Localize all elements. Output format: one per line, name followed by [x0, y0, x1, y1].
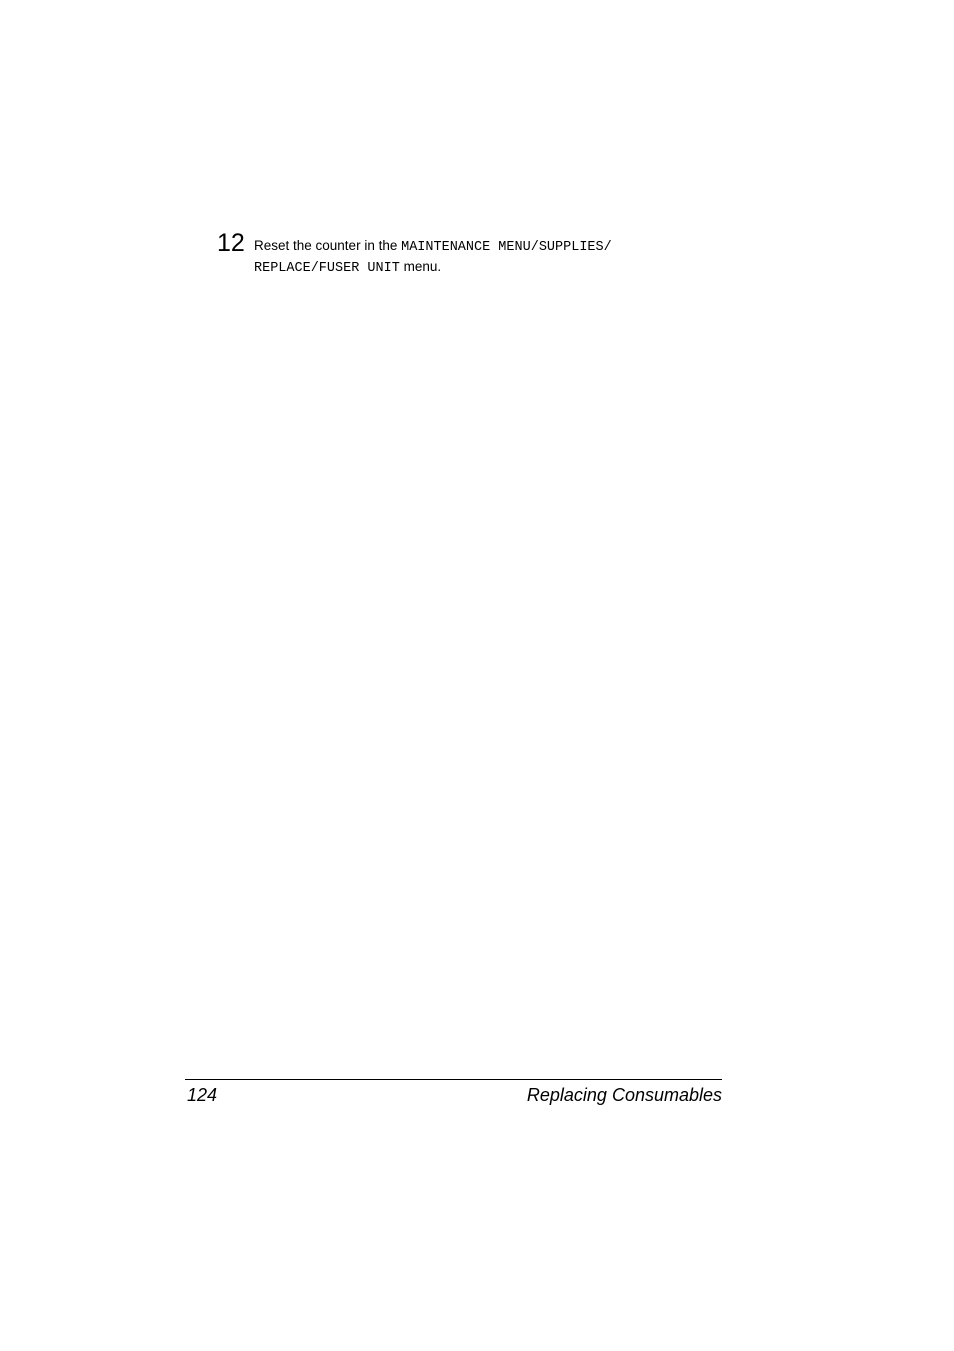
section-title: Replacing Consumables	[526, 1085, 722, 1105]
menu-path-line1: MAINTENANCE MENU/SUPPLIES/	[401, 240, 612, 255]
page-number: 124	[187, 1085, 218, 1105]
step-text-outro: menu.	[399, 259, 442, 274]
step-text	[254, 236, 724, 278]
menu-path-line2: REPLACE/FUSER UNIT	[254, 261, 400, 276]
step-text-intro: Reset the counter in the	[254, 238, 402, 253]
step-number: 12	[217, 229, 245, 257]
page-footer	[185, 1079, 722, 1110]
